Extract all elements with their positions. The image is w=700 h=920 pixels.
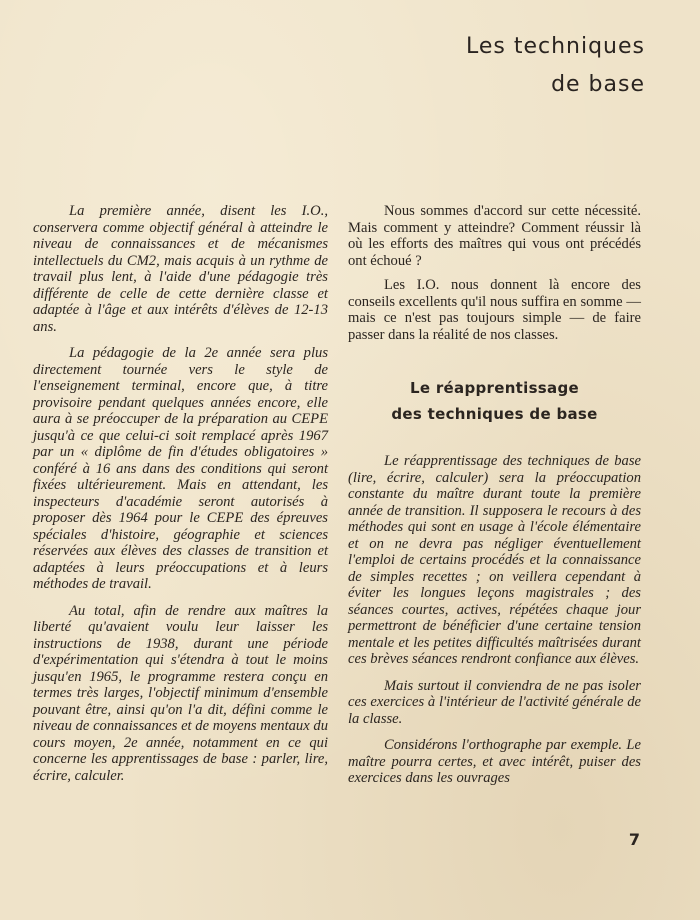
paragraph: Au total, afin de rendre aux maîtres la liberté qu'avaient voulu leur laisser les instructions de 1938, durant une période d'expérimentation qui s'étendra à tout le moins jusqu'en 1965, le programme restera conçu en termes très larges, l'objectif minimum d'ensemble pouvant être, ainsi qu'on l'a dit, défini comme le niveau de connaissances et de moyens mentaux du cours moyen, 2e année, notamment en ce qui concerne les apprentissages de base : parler, lire, écrire, calculer. [33,602,328,784]
page-title-line-2: de base [551,72,645,97]
page-title-line-1: Les techniques [465,34,645,59]
page-title [405,28,645,104]
paragraph: Nous sommes d'accord sur cette nécessité. Mais comment y atteindre? Comment réussir là où les efforts des maîtres qui vous ont précédés ont échoué ? [348,203,641,269]
paragraph: Le réapprentissage des techniques de base (lire, écrire, calculer) sera la préoccupation constante du maître durant toute la première année de transition. Il supposera le recours à des méthodes qui sont en usage à l'école élémentaire et on ne devra pas négliger éventuellement l'emploi de certains procédés et la connaissance de simples recettes ; on veillera cependant à éviter les longues leçons magistrales ; des séances courtes, actives, répétées chaque jour permettront de bénéficier d'une certaine tension mentale et les petites difficultés maîtrisées durant ces brèves séances rendront confiance aux élèves. [348,453,641,667]
section-heading-line-1: Le réapprentissage [410,379,579,397]
page-number: 7 [628,830,640,849]
paragraph: Les I.O. nous donnent là encore des conseils excellents qu'il nous suffira en somme — mais ce n'est pas toujours simple — de faire passer dans la réalité de nos classes. [348,277,641,343]
paragraph: La première année, disent les I.O., conservera comme objectif général à atteindre le niveau de connaissances et de mécanismes intellectuels du CM2, mais acquis à un rythme de travail plus lent, à l'aide d'une pédagogie très différente de celle de cette dernière classe et adaptée à l'âge et aux intérêts d'élèves de 12-13 ans. [33,203,328,335]
paragraph: Mais surtout il conviendra de ne pas isoler ces exercices à l'intérieur de l'activité générale de la classe. [348,677,641,727]
section-body [348,453,641,787]
section-heading [348,375,641,427]
intro-block [348,203,641,343]
paragraph: Considérons l'orthographe par exemple. Le maître pourra certes, et avec intérêt, puiser des exercices dans les ouvrages [348,737,641,786]
left-column [33,203,328,794]
section-heading-line-2: des techniques de base [391,405,598,423]
right-column [348,203,641,797]
paragraph: La pédagogie de la 2e année sera plus directement tournée vers le style de l'enseignement terminal, encore que, à titre provisoire pendant quelques années encore, elle aura à se préoccuper de la préparation au CEPE jusqu'à ce que celui-ci soit remplacé après 1967 par un « diplôme de fin d'études obligatoires » conféré à 16 ans dans des conditions qui seront fixées ultérieurement. Mais en attendant, les inspecteurs d'académie seront autorisés à proposer dès 1964 pour le CEPE des épreuves spéciales d'histoire, géographie et sciences réservées aux élèves des classes de transition et adaptées à leurs préoccupations et à leurs méthodes de travail. [33,345,328,592]
